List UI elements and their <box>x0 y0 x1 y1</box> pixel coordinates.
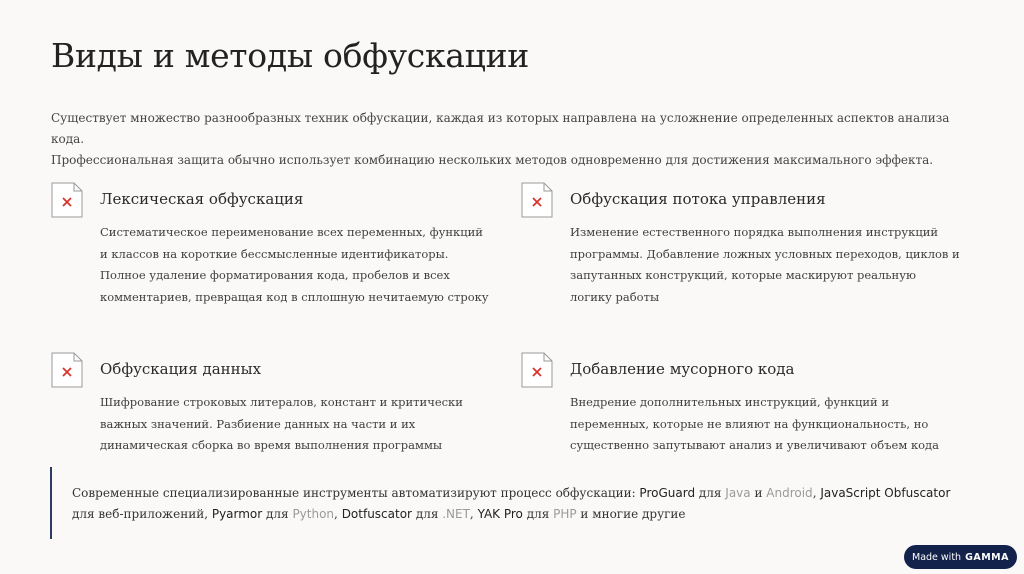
card-body: Изменение естественного порядка выполнения инструкций программы. Добавление ложных условных переходов, циклов и запутанных конструкций, которые маскируют реальную логику работы <box>570 225 960 304</box>
language-name: Android <box>766 486 813 500</box>
tool-name: ProGuard <box>639 486 696 500</box>
card-heading: Добавление мусорного кода <box>570 360 795 378</box>
callout-text-part: для <box>262 507 293 521</box>
tool-name: JavaScript Obfuscator <box>820 486 951 500</box>
card-body: Внедрение дополнительных инструкций, функций и переменных, которые не влияют на функциональность, но существенно запутывают анализ и увеличивают объем кода <box>570 395 939 453</box>
made-with-gamma-badge[interactable] <box>904 545 1017 569</box>
card-control-flow <box>521 182 960 322</box>
tool-name: YAK Pro <box>477 507 523 521</box>
card-junk-code <box>521 352 951 462</box>
callout-text <box>72 483 972 525</box>
language-name: Java <box>725 486 751 500</box>
callout-text-part: и <box>750 486 767 500</box>
language-name: Python <box>292 507 335 521</box>
card-body: Шифрование строковых литералов, констант и критически важных значений. Разбиение данных на части и их динамическая сборка во время выполнения программы <box>100 395 463 453</box>
page-title: Виды и методы обфускации <box>51 36 529 75</box>
tool-name: Dotfuscator <box>341 507 412 521</box>
language-name: .NET <box>442 507 470 521</box>
card-body: Систематическое переименование всех переменных, функций и классов на короткие бессмысленные идентификаторы. Полное удаление форматирования кода, пробелов и всех комментариев, превращая код в сплошную нечитаемую строку <box>100 225 489 304</box>
broken-image-icon <box>51 352 83 388</box>
callout-text-part: , <box>334 507 342 521</box>
broken-image-icon <box>521 182 553 218</box>
card-heading: Обфускация потока управления <box>570 190 826 208</box>
tools-callout <box>50 467 982 539</box>
intro-line-2: Профессиональная защита обычно использует комбинацию нескольких методов одновременно для достижения максимального эффекта. <box>51 153 934 167</box>
callout-text-part: Современные специализированные инструменты автоматизируют процесс обфускации: <box>72 486 640 500</box>
card-heading: Лексическая обфускация <box>100 190 304 208</box>
tool-name: Pyarmor <box>211 507 263 521</box>
card-heading: Обфускация данных <box>100 360 262 378</box>
broken-image-icon <box>521 352 553 388</box>
card-data <box>51 352 481 462</box>
callout-text-part: для <box>522 507 554 521</box>
callout-text-part: для веб-приложений, <box>72 507 212 521</box>
gamma-logo: GAMMA <box>965 551 1009 563</box>
callout-text-part: , <box>812 486 821 500</box>
badge-prefix: Made with <box>912 551 962 563</box>
callout-text-part: для <box>695 486 726 500</box>
language-name: PHP <box>553 507 577 521</box>
card-lexical <box>51 182 489 322</box>
broken-image-icon <box>51 182 83 218</box>
callout-text-part: для <box>412 507 443 521</box>
callout-text-part: и многие другие <box>576 507 686 521</box>
callout-text-part: , <box>469 507 478 521</box>
intro-line-1: Существует множество разнообразных техник обфускации, каждая из которых направлена на усложнение определенных аспектов анализа кода. <box>51 111 950 146</box>
intro-text <box>51 108 951 171</box>
